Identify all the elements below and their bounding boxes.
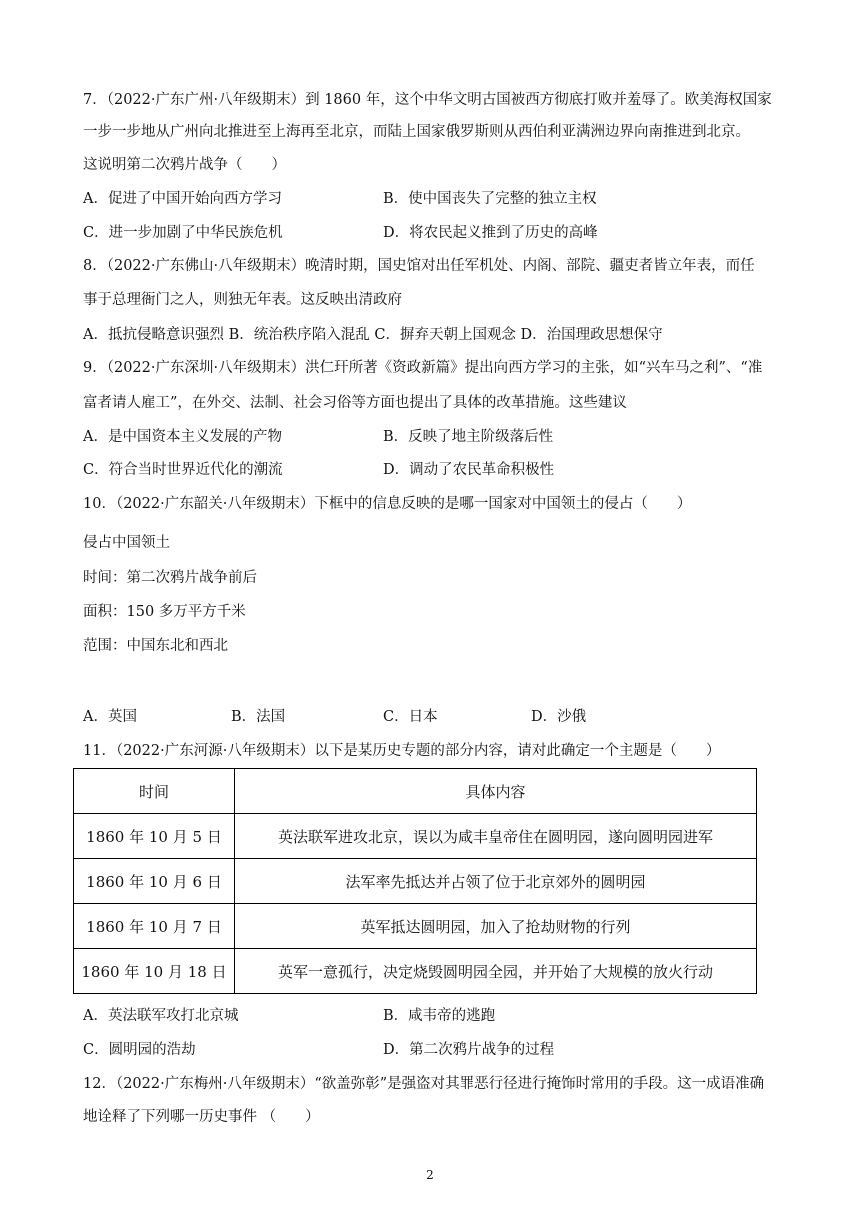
q10-option-c: C．日本 bbox=[383, 709, 438, 725]
q10-box-title: 侵占中国领土 bbox=[83, 535, 170, 551]
q9-option-d: D．调动了农民革命积极性 bbox=[383, 462, 555, 478]
q7-stem-line-3: 这说明第二次鸦片战争（ ） bbox=[83, 157, 286, 173]
q7-stem-line-1: 7．（2022·广东广州·八年级期末）到 1860 年，这个中华文明古国被西方彻底打败并羞辱了。欧美海权国家 bbox=[83, 92, 772, 108]
table-header-row bbox=[74, 769, 757, 814]
table-header-content: 具体内容 bbox=[235, 769, 757, 814]
table-cell-content: 英法联军进攻北京，误以为咸丰皇帝住在圆明园，遂向圆明园进军 bbox=[235, 814, 757, 859]
q7-option-c: C．进一步加剧了中华民族危机 bbox=[83, 225, 283, 241]
q10-option-a: A．英国 bbox=[83, 709, 137, 725]
page-number: 2 bbox=[426, 1168, 434, 1182]
q11-option-b: B．咸韦帝的逃跑 bbox=[383, 1008, 496, 1024]
table-cell-content: 英军抵达圆明园，加入了抢劫财物的行列 bbox=[235, 904, 757, 949]
q10-box-time: 时间：第二次鸦片战争前后 bbox=[83, 570, 257, 586]
table-cell-content: 英军一意孤行，决定烧毁圆明园全园，并开始了大规模的放火行动 bbox=[235, 949, 757, 994]
table-header-time: 时间 bbox=[74, 769, 235, 814]
q11-stem-line-1: 11．（2022·广东河源·八年级期末）以下是某历史专题的部分内容，请对此确定一个主题是（ ） bbox=[83, 743, 721, 759]
q9-option-b: B．反映了地主阶级落后性 bbox=[383, 429, 554, 445]
table-cell-time: 1860 年 10 月 7 日 bbox=[74, 904, 235, 949]
q7-option-a: A．促进了中国开始向西方学习 bbox=[83, 191, 282, 207]
q8-stem-line-2: 事于总理衙门之人，则独无年表。这反映出清政府 bbox=[83, 292, 402, 308]
q8-options: A．抵抗侵略意识强烈 B．统治秩序陷入混乱 C．摒弃天朝上国观念 D．治国理政思想保守 bbox=[83, 327, 663, 343]
table-cell-time: 1860 年 10 月 6 日 bbox=[74, 859, 235, 904]
q9-option-a: A．是中国资本主义发展的产物 bbox=[83, 429, 282, 445]
q12-stem-line-2: 地诠释了下列哪一历史事件 （ ） bbox=[83, 1109, 320, 1125]
table-row bbox=[74, 859, 757, 904]
table-cell-time: 1860 年 10 月 18 日 bbox=[74, 949, 235, 994]
q10-option-d: D．沙俄 bbox=[531, 709, 587, 725]
q11-option-d: D．第二次鸦片战争的过程 bbox=[383, 1042, 555, 1058]
q10-box-area: 面积：150 多万平方千米 bbox=[83, 604, 246, 620]
table-row bbox=[74, 949, 757, 994]
q10-stem-line-1: 10．（2022·广东韶关·八年级期末）下框中的信息反映的是哪一国家对中国领土的侵占（ ） bbox=[83, 496, 692, 512]
q11-option-a: A．英法联军攻打北京城 bbox=[83, 1008, 239, 1024]
q7-option-d: D．将农民起义推到了历史的高峰 bbox=[383, 225, 598, 241]
q9-stem-line-1: 9．（2022·广东深圳·八年级期末）洪仁玕所著《资政新篇》提出向西方学习的主张，如“兴车马之利”、“准 bbox=[83, 360, 763, 376]
q8-stem-line-1: 8．（2022·广东佛山·八年级期末）晚清时期，国史馆对出任军机处、内阁、部院、疆吏者皆立年表，而任 bbox=[83, 258, 755, 274]
q9-stem-line-2: 富者请人雇工”，在外交、法制、社会习俗等方面也提出了具体的改革措施。这些建议 bbox=[83, 395, 627, 411]
q11-history-table bbox=[73, 768, 757, 994]
q10-option-b: B．法国 bbox=[231, 709, 286, 725]
q7-stem-line-2: 一步一步地从广州向北推进至上海再至北京，而陆上国家俄罗斯则从西伯利亚满洲边界向南推进到北京。 bbox=[83, 124, 750, 140]
table-cell-time: 1860 年 10 月 5 日 bbox=[74, 814, 235, 859]
table-row bbox=[74, 814, 757, 859]
q12-stem-line-1: 12．（2022·广东梅州·八年级期末）“欲盖弥彰”是强盗对其罪恶行径进行掩饰时常用的手段。这一成语准确 bbox=[83, 1076, 765, 1092]
q9-option-c: C．符合当时世界近代化的潮流 bbox=[83, 462, 283, 478]
q10-box-range: 范围：中国东北和西北 bbox=[83, 638, 228, 654]
q7-option-b: B．使中国丧失了完整的独立主权 bbox=[383, 191, 597, 207]
table-row bbox=[74, 904, 757, 949]
table-cell-content: 法军率先抵达并占领了位于北京郊外的圆明园 bbox=[235, 859, 757, 904]
q11-option-c: C．圆明园的浩劫 bbox=[83, 1042, 196, 1058]
